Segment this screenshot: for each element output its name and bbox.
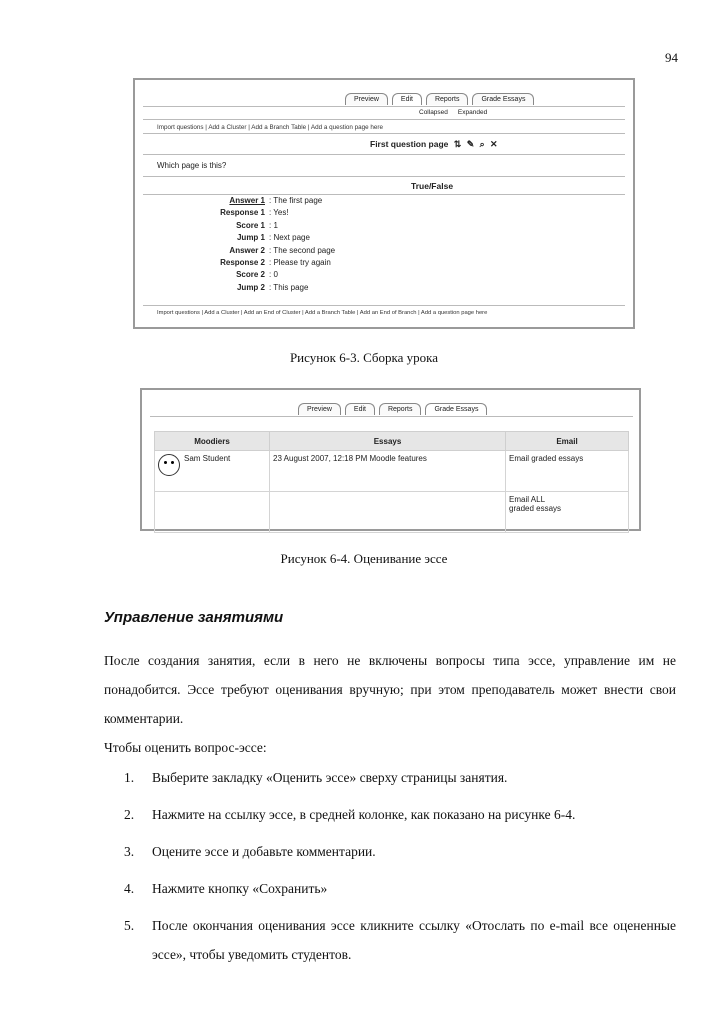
- steps-list: [124, 763, 676, 977]
- section-heading: Управление занятиями: [104, 609, 284, 626]
- row-label: Answer 1: [229, 196, 265, 205]
- list-item: [124, 911, 676, 969]
- row-value: : 0: [269, 270, 278, 280]
- tab-preview[interactable]: Preview: [298, 403, 341, 415]
- student-name[interactable]: Sam Student: [184, 454, 231, 463]
- tab-grade-essays[interactable]: Grade Essays: [472, 93, 534, 105]
- grade-panel: [150, 398, 633, 524]
- bottom-links[interactable]: Import questions | Add a Cluster | Add an End of Cluster | Add a Branch Table | Add an End of Branch | Add a question page here: [157, 310, 488, 316]
- answer-row: [157, 195, 335, 207]
- row-value: : 1: [269, 220, 278, 230]
- row-value: : The first page: [269, 196, 323, 205]
- subtab-expanded[interactable]: Expanded: [457, 109, 488, 116]
- tab-divider: [150, 416, 633, 417]
- bottom-divider: [143, 305, 625, 306]
- row-value: : This page: [269, 282, 309, 292]
- answer-table: [157, 195, 335, 294]
- step-text: Нажмите на ссылку эссе, в средней колонке, как показано на рисунке 6-4.: [152, 807, 576, 822]
- section-intro: Чтобы оценить вопрос-эссе:: [104, 740, 267, 755]
- row-value: : The second page: [269, 245, 336, 255]
- answer-row: [157, 220, 335, 232]
- empty-cell: [270, 492, 506, 533]
- figure1-caption: Рисунок 6-3. Сборка урока: [289, 350, 439, 365]
- essays-table-wrap: [154, 431, 629, 533]
- list-item: [124, 763, 676, 792]
- tab-preview[interactable]: Preview: [345, 93, 388, 105]
- figure2-caption: Рисунок 6-4. Оценивание эссе: [280, 551, 448, 566]
- tab-grade-essays[interactable]: Grade Essays: [425, 403, 487, 415]
- step-number: 5.: [124, 918, 135, 933]
- row-label: Score 2: [236, 270, 265, 280]
- page-title-row: [370, 139, 498, 150]
- col-moodiers: Moodiers: [155, 432, 270, 451]
- list-item: [124, 874, 676, 903]
- step-number: 1.: [124, 770, 135, 785]
- row-label: Jump 2: [236, 282, 265, 292]
- table-header: [155, 432, 629, 451]
- step-number: 3.: [124, 844, 135, 859]
- email-all-line2: graded essays: [509, 504, 562, 513]
- row-value: : Yes!: [269, 208, 289, 218]
- email-graded-link[interactable]: Email graded essays: [506, 451, 629, 492]
- col-essays: Essays: [270, 432, 506, 451]
- list-item: [124, 837, 676, 866]
- empty-cell: [155, 492, 270, 533]
- step-number: 2.: [124, 807, 135, 822]
- answer-row: [157, 269, 335, 281]
- edit-icon[interactable]: ✎: [466, 139, 475, 149]
- col-email: Email: [506, 432, 629, 451]
- links-divider: [143, 133, 625, 134]
- page-number: 94: [665, 50, 678, 65]
- top-links[interactable]: Import questions | Add a Cluster | Add a Branch Table | Add a question page here: [157, 124, 384, 131]
- tab-reports[interactable]: Reports: [426, 93, 469, 105]
- figure-lesson-edit: [133, 78, 635, 329]
- section-paragraph: После создания занятия, если в него не включены вопросы типа эссе, управление им не понадобится. Эссе требуют оценивания вручную; при этом преподаватель может внести свои комментарии.: [104, 653, 676, 726]
- subtab-collapsed[interactable]: Collapsed: [419, 109, 448, 116]
- question-text: Which page is this?: [157, 161, 227, 170]
- row-label: Answer 2: [229, 245, 265, 255]
- email-all-link[interactable]: [506, 492, 629, 533]
- list-item: [124, 800, 676, 829]
- subtab-bar: [419, 109, 487, 116]
- step-text: После окончания оценивания эссе кликните ссылку «Отослать по e-mail все оцененные эссе», чтобы уведомить студентов.: [152, 918, 676, 962]
- essays-table: [154, 431, 629, 533]
- page-title: First question page: [370, 139, 449, 149]
- student-cell: [155, 451, 270, 492]
- tab-reports[interactable]: Reports: [379, 403, 422, 415]
- table-row: [155, 492, 629, 533]
- step-text: Выберите закладку «Оценить эссе» сверху страницы занятия.: [152, 770, 508, 785]
- essay-link[interactable]: 23 August 2007, 12:18 PM Moodle features: [270, 451, 506, 492]
- tab-edit[interactable]: Edit: [345, 403, 375, 415]
- step-number: 4.: [124, 881, 135, 896]
- row-label: Jump 1: [236, 233, 265, 243]
- answer-row: [157, 232, 335, 244]
- avatar: [158, 454, 180, 476]
- row-label: Response 2: [220, 258, 265, 268]
- row-value: : Next page: [269, 233, 310, 243]
- tab-bar: [345, 93, 534, 105]
- answer-row: [157, 282, 335, 294]
- row-label: Score 1: [236, 220, 265, 230]
- answer-row: [157, 245, 335, 257]
- figure-grade-essays: [140, 388, 641, 531]
- delete-icon[interactable]: ✕: [490, 139, 498, 149]
- lesson-panel: [143, 88, 625, 320]
- subtab-divider: [143, 119, 625, 120]
- search-icon[interactable]: ⌕: [479, 139, 485, 149]
- answer-row: [157, 257, 335, 269]
- row-label: Response 1: [220, 208, 265, 218]
- row-value: : Please try again: [269, 258, 331, 268]
- answer-row: [157, 207, 335, 219]
- email-all-line1: Email ALL: [509, 495, 546, 504]
- tab-divider: [143, 106, 625, 107]
- table-row: [155, 451, 629, 492]
- move-icon[interactable]: ⇅: [453, 139, 462, 149]
- title-divider: [143, 154, 625, 155]
- question-type: True/False: [411, 181, 454, 191]
- step-text: Оцените эссе и добавьте комментарии.: [152, 844, 376, 859]
- question-divider: [143, 176, 625, 177]
- tab-bar: [298, 403, 487, 415]
- tab-edit[interactable]: Edit: [392, 93, 422, 105]
- step-text: Нажмите кнопку «Сохранить»: [152, 881, 328, 896]
